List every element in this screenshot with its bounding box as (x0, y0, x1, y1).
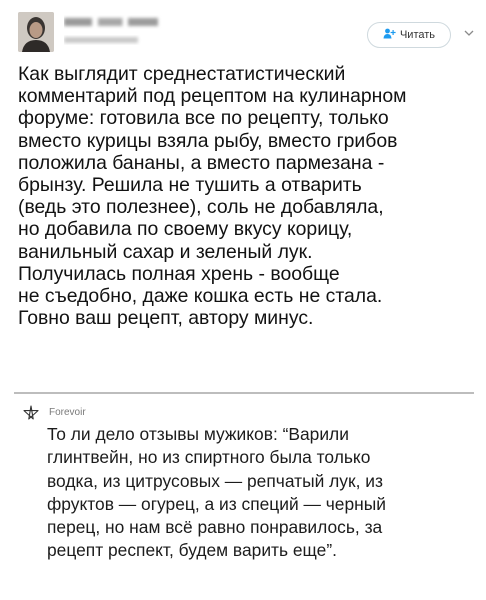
pentagram-icon (23, 405, 39, 421)
reply-line: То ли дело отзывы мужиков: “Варили (47, 424, 349, 444)
post-line: но добавила по своему вкусу корицу, (18, 218, 353, 241)
reply-line: фруктов — огурец, а из специй — черный (47, 493, 386, 514)
chevron-down-icon[interactable] (462, 26, 476, 40)
reply-line: водка, из цитрусовых — репчатый лук, из (47, 470, 383, 491)
avatar[interactable] (18, 12, 54, 52)
post-line: не съедобно, даже кошка есть не стала. (18, 285, 383, 308)
reply-author[interactable]: Forevoir (49, 407, 86, 418)
user-name[interactable] (64, 15, 164, 29)
post-line: Как выглядит среднестатистический (18, 63, 346, 85)
post-line: Получилась полная хрень - вообще (18, 262, 340, 285)
reply-line: перец, но нам всё равно понравилось, за (47, 517, 383, 538)
divider (14, 392, 474, 394)
reply-line: глинтвейн, но из спиртного была только (47, 447, 371, 468)
post-line: брынзу. Решила не тушить а отварить (18, 174, 362, 197)
person-plus-icon (383, 28, 396, 42)
reply-text (47, 423, 477, 563)
post-line: (ведь это полезнее), соль не добавляла, (18, 196, 384, 219)
post-line: форуме: готовила все по рецепту, только (18, 107, 389, 130)
post-line: комментарий под рецептом на кулинарном (18, 85, 407, 108)
post-line: вместо курицы взяла рыбу, вместо грибов (18, 129, 398, 152)
follow-button[interactable] (367, 22, 451, 48)
tweet-header (0, 0, 486, 58)
post-text (18, 63, 478, 329)
reply-line: рецепт респект, будем варить еще”. (47, 540, 337, 561)
post-line: положила бананы, а вместо пармезана - (18, 151, 385, 174)
follow-label: Читать (399, 29, 436, 41)
user-handle[interactable] (64, 35, 144, 45)
post-line: ванильный сахар и зеленый лук. (18, 240, 313, 263)
post-line: Говно ваш рецепт, автору минус. (18, 307, 314, 330)
